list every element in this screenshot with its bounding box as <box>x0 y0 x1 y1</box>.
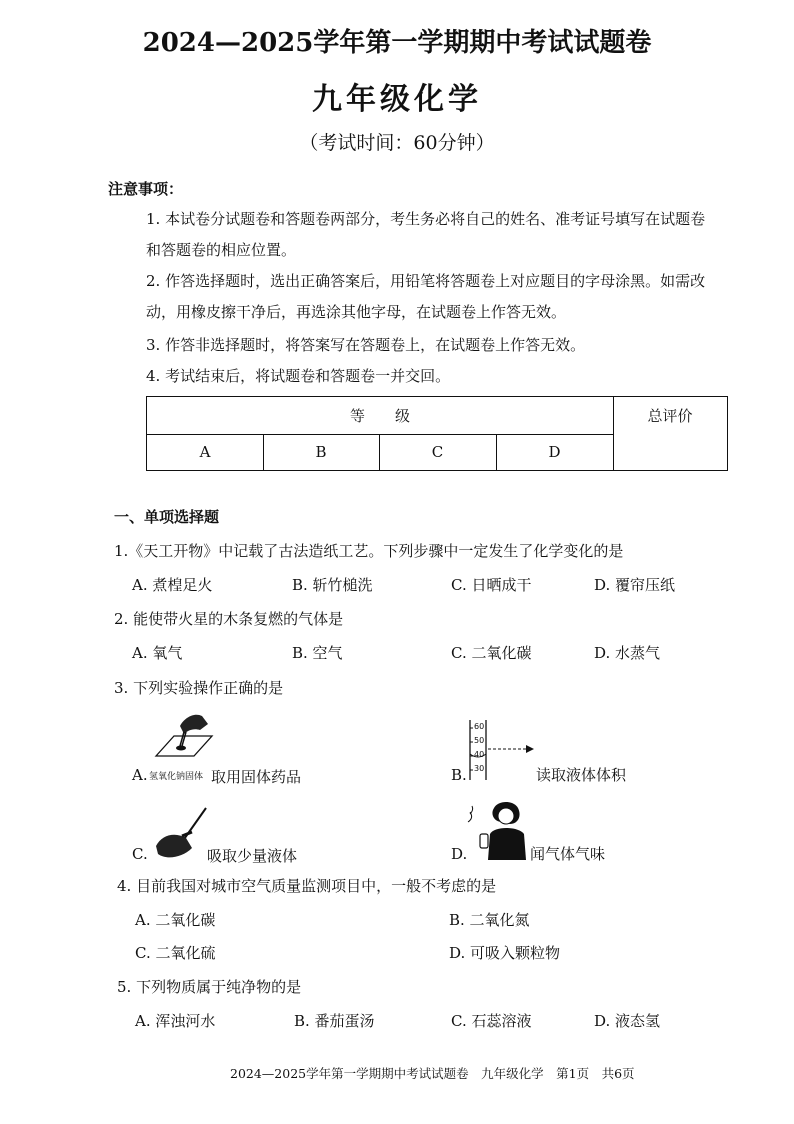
grade-c: C <box>431 443 444 461</box>
scale-50: 50 <box>474 736 485 745</box>
question-3-option-a-letter[interactable]: A. <box>132 766 148 784</box>
question-3-option-c-letter[interactable]: C. <box>132 845 148 863</box>
question-4-stem: 4. 目前我国对城市空气质量监测项目中，一般不考虑的是 <box>117 877 497 895</box>
section-heading: 一、单项选择题 <box>114 508 220 526</box>
question-3-option-d-label: 闻气体气味 <box>530 845 606 863</box>
question-1-option-c[interactable]: C. 日晒成干 <box>451 576 532 594</box>
question-3-option-c-label: 吸取少量液体 <box>207 847 298 865</box>
notice-item-2-cont: 动，用橡皮擦干净后，再选涂其他字母，在试题卷上作答无效。 <box>146 303 567 321</box>
question-4-option-a[interactable]: A. 二氧化碳 <box>135 911 216 929</box>
notice-item-3: 3. 作答非选择题时，将答案写在答题卷上，在试题卷上作答无效。 <box>146 336 586 354</box>
question-1-stem: 1.《天工开物》中记载了古法造纸工艺。下列步骤中一定发生了化学变化的是 <box>114 542 624 560</box>
question-5-option-a[interactable]: A. 浑浊河水 <box>135 1012 216 1030</box>
question-2-option-b[interactable]: B. 空气 <box>292 644 343 662</box>
question-3-stem: 3. 下列实验操作正确的是 <box>114 679 284 697</box>
question-2-option-a[interactable]: A. 氧气 <box>132 644 183 662</box>
question-5-option-b[interactable]: B. 番茄蛋汤 <box>294 1012 375 1030</box>
question-3-option-d-letter[interactable]: D. <box>451 845 468 863</box>
tweezers-solid-illustration <box>150 708 220 776</box>
grade-a: A <box>199 443 211 461</box>
subject-title: 九年级化学 <box>312 82 482 117</box>
question-5-option-d[interactable]: D. 液态氢 <box>594 1012 661 1030</box>
question-4-option-c[interactable]: C. 二氧化硫 <box>135 944 216 962</box>
question-2-stem: 2. 能使带火星的木条复燃的气体是 <box>114 610 344 628</box>
exam-title: 2024—2025学年第一学期期中考试试题卷 <box>142 28 652 58</box>
notice-item-1-cont: 和答题卷的相应位置。 <box>146 241 297 259</box>
notice-item-2: 2. 作答选择题时，选出正确答案后，用铅笔将答题卷上对应题目的字母涂黑。如需改 <box>146 272 706 290</box>
question-3-option-b-letter[interactable]: B. <box>451 766 467 784</box>
total-header: 总评价 <box>647 407 693 425</box>
question-1-option-a[interactable]: A. 煮楻足火 <box>132 576 213 594</box>
smell-gas-illustration <box>464 800 534 862</box>
question-4-option-d[interactable]: D. 可吸入颗粒物 <box>449 944 561 962</box>
grade-header: 等 级 <box>349 407 410 425</box>
question-1-option-b[interactable]: B. 斩竹槌洗 <box>292 576 373 594</box>
question-3-option-a-img-text: 氢氧化钠固体 <box>149 772 204 782</box>
scale-60: 60 <box>474 722 485 731</box>
notice-item-4: 4. 考试结束后，将试题卷和答题卷一并交回。 <box>146 367 451 385</box>
grade-b: B <box>315 443 327 461</box>
notice-item-1: 1. 本试卷分试题卷和答题卷两部分，考生务必将自己的姓名、准考证号填写在试题卷 <box>146 210 706 228</box>
scale-30: 30 <box>474 764 485 773</box>
question-2-option-c[interactable]: C. 二氧化碳 <box>451 644 532 662</box>
grade-d: D <box>548 443 561 461</box>
grade-table <box>146 396 728 471</box>
exam-time: （考试时间：60分钟） <box>299 132 495 154</box>
question-5-option-c[interactable]: C. 石蕊溶液 <box>451 1012 532 1030</box>
scale-40: 40 <box>474 750 485 759</box>
total-value[interactable] <box>613 434 727 470</box>
question-5-stem: 5. 下列物质属于纯净物的是 <box>117 978 302 996</box>
question-3-option-a-label: 取用固体药品 <box>211 768 302 786</box>
question-3-option-b-label: 读取液体体积 <box>536 766 627 784</box>
question-1-option-d[interactable]: D. 覆帘压纸 <box>594 576 676 594</box>
page-footer: 2024—2025学年第一学期期中考试试题卷 九年级化学 第1页 共6页 <box>230 1066 635 1081</box>
dropper-illustration <box>152 806 212 862</box>
question-2-option-d[interactable]: D. 水蒸气 <box>594 644 661 662</box>
notice-heading: 注意事项： <box>108 180 184 198</box>
question-4-option-b[interactable]: B. 二氧化氮 <box>449 911 530 929</box>
